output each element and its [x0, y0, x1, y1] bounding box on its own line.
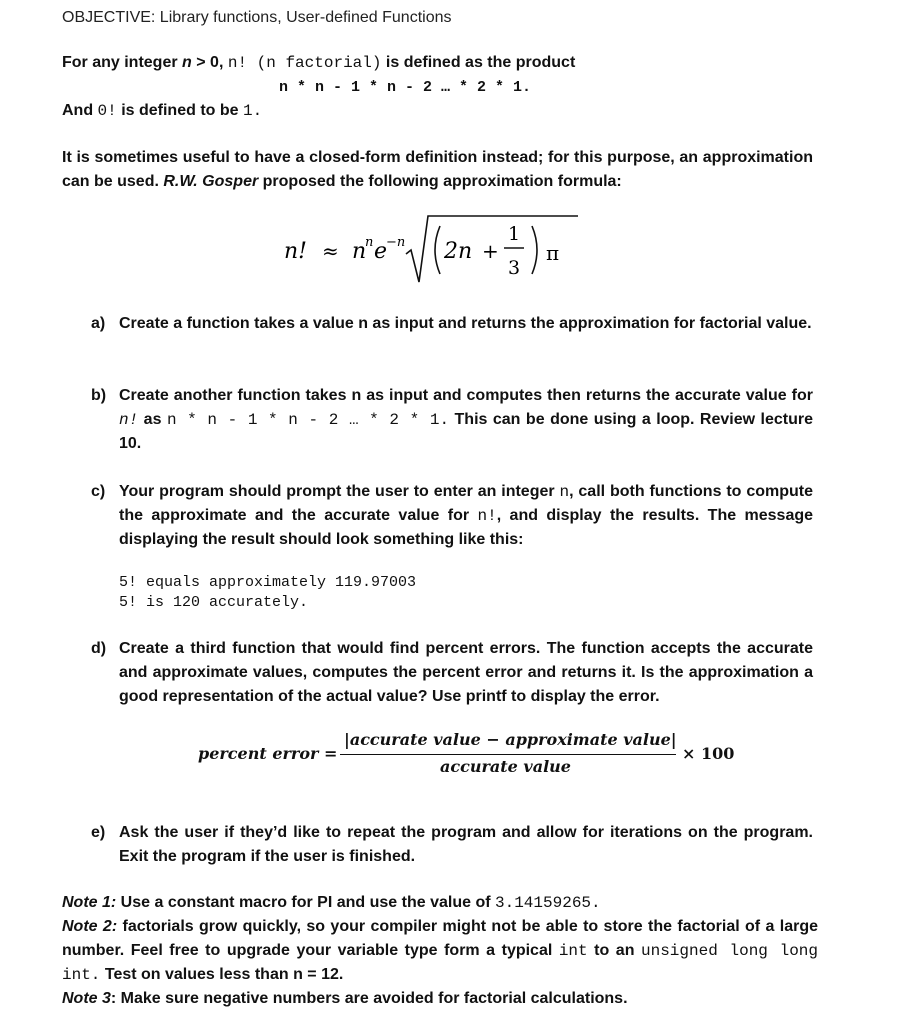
approximation-paragraph: It is sometimes useful to have a closed-form definition instead; for this purpose, an approximation can be used. R.W. Gosper proposed the following approximation formula:: [62, 149, 813, 190]
left-paren: [435, 226, 440, 274]
formula-approx: ≈: [322, 239, 339, 263]
formula-plus: +: [482, 239, 499, 263]
fraction-numerator: 1: [508, 223, 521, 245]
note-1: Note 1: Use a constant macro for PI and use the value of 3.14159265.: [62, 894, 601, 912]
percent-error-fraction-bar: [340, 754, 676, 755]
sample-output-line: 5! is 120 accurately.: [119, 594, 309, 611]
objective-heading: OBJECTIVE: Library functions, User-defined Functions: [62, 9, 452, 26]
formula-lhs: n!: [284, 239, 308, 264]
formula-pi: π: [546, 241, 560, 265]
task-c: c) Your program should prompt the user to enter an integer n, call both functions to compute the approximate and the accurate value for n!, and display the results. The message displaying the result should look something like this:: [91, 483, 814, 548]
formula-e: e: [374, 239, 388, 264]
gosper-formula: [280, 210, 590, 290]
percent-error-numerator: |accurate value − approximate value|: [344, 730, 677, 749]
task-a: a) Create a function takes a value n as input and returns the approximation for factorial value.: [91, 315, 812, 332]
sample-output: [119, 573, 416, 613]
note-3: Note 3: Make sure negative numbers are avoided for factorial calculations.: [62, 990, 628, 1007]
fraction-denominator: 3: [508, 257, 521, 279]
right-paren: [532, 226, 537, 274]
task-d: d) Create a third function that would find percent errors. The function accepts the accurate and approximate values, computes the percent error and returns it. Is the approximation a good representation of the actual value? Use printf to display the error.: [91, 640, 813, 705]
task-b: b) Create another function takes n as input and computes then returns the accurate value for n! as n * n - 1 * n - 2 … * 2 * 1. This can be done using a loop. Review lecture 10.: [91, 387, 813, 452]
percent-error-denominator: accurate value: [440, 757, 571, 776]
zero-factorial-line: And 0! is defined to be 1.: [62, 102, 263, 120]
product-expression: n * n - 1 * n - 2 … * 2 * 1.: [279, 79, 532, 96]
formula-2n: 2n: [444, 239, 473, 264]
formula-sup-n: n: [365, 235, 374, 250]
formula-n: n: [352, 239, 367, 264]
formula-sup-neg-n: −n: [386, 235, 406, 250]
percent-error-formula: [198, 728, 758, 784]
note-2: Note 2: factorials grow quickly, so your compiler might not be able to store the factorial of a large number. Feel free to upgrade your variable type form a typical int to an unsigned long long int. Test on values less than n = 12.: [62, 918, 818, 984]
percent-error-lhs: percent error =: [198, 744, 338, 763]
definition-line: For any integer n > 0, n! (n factorial) is defined as the product: [62, 54, 576, 72]
sample-output-line: 5! equals approximately 119.97003: [119, 574, 417, 591]
percent-error-times: × 100: [682, 744, 735, 763]
task-e: e) Ask the user if they’d like to repeat the program and allow for iterations on the program. Exit the program if the user is finished.: [91, 824, 813, 865]
